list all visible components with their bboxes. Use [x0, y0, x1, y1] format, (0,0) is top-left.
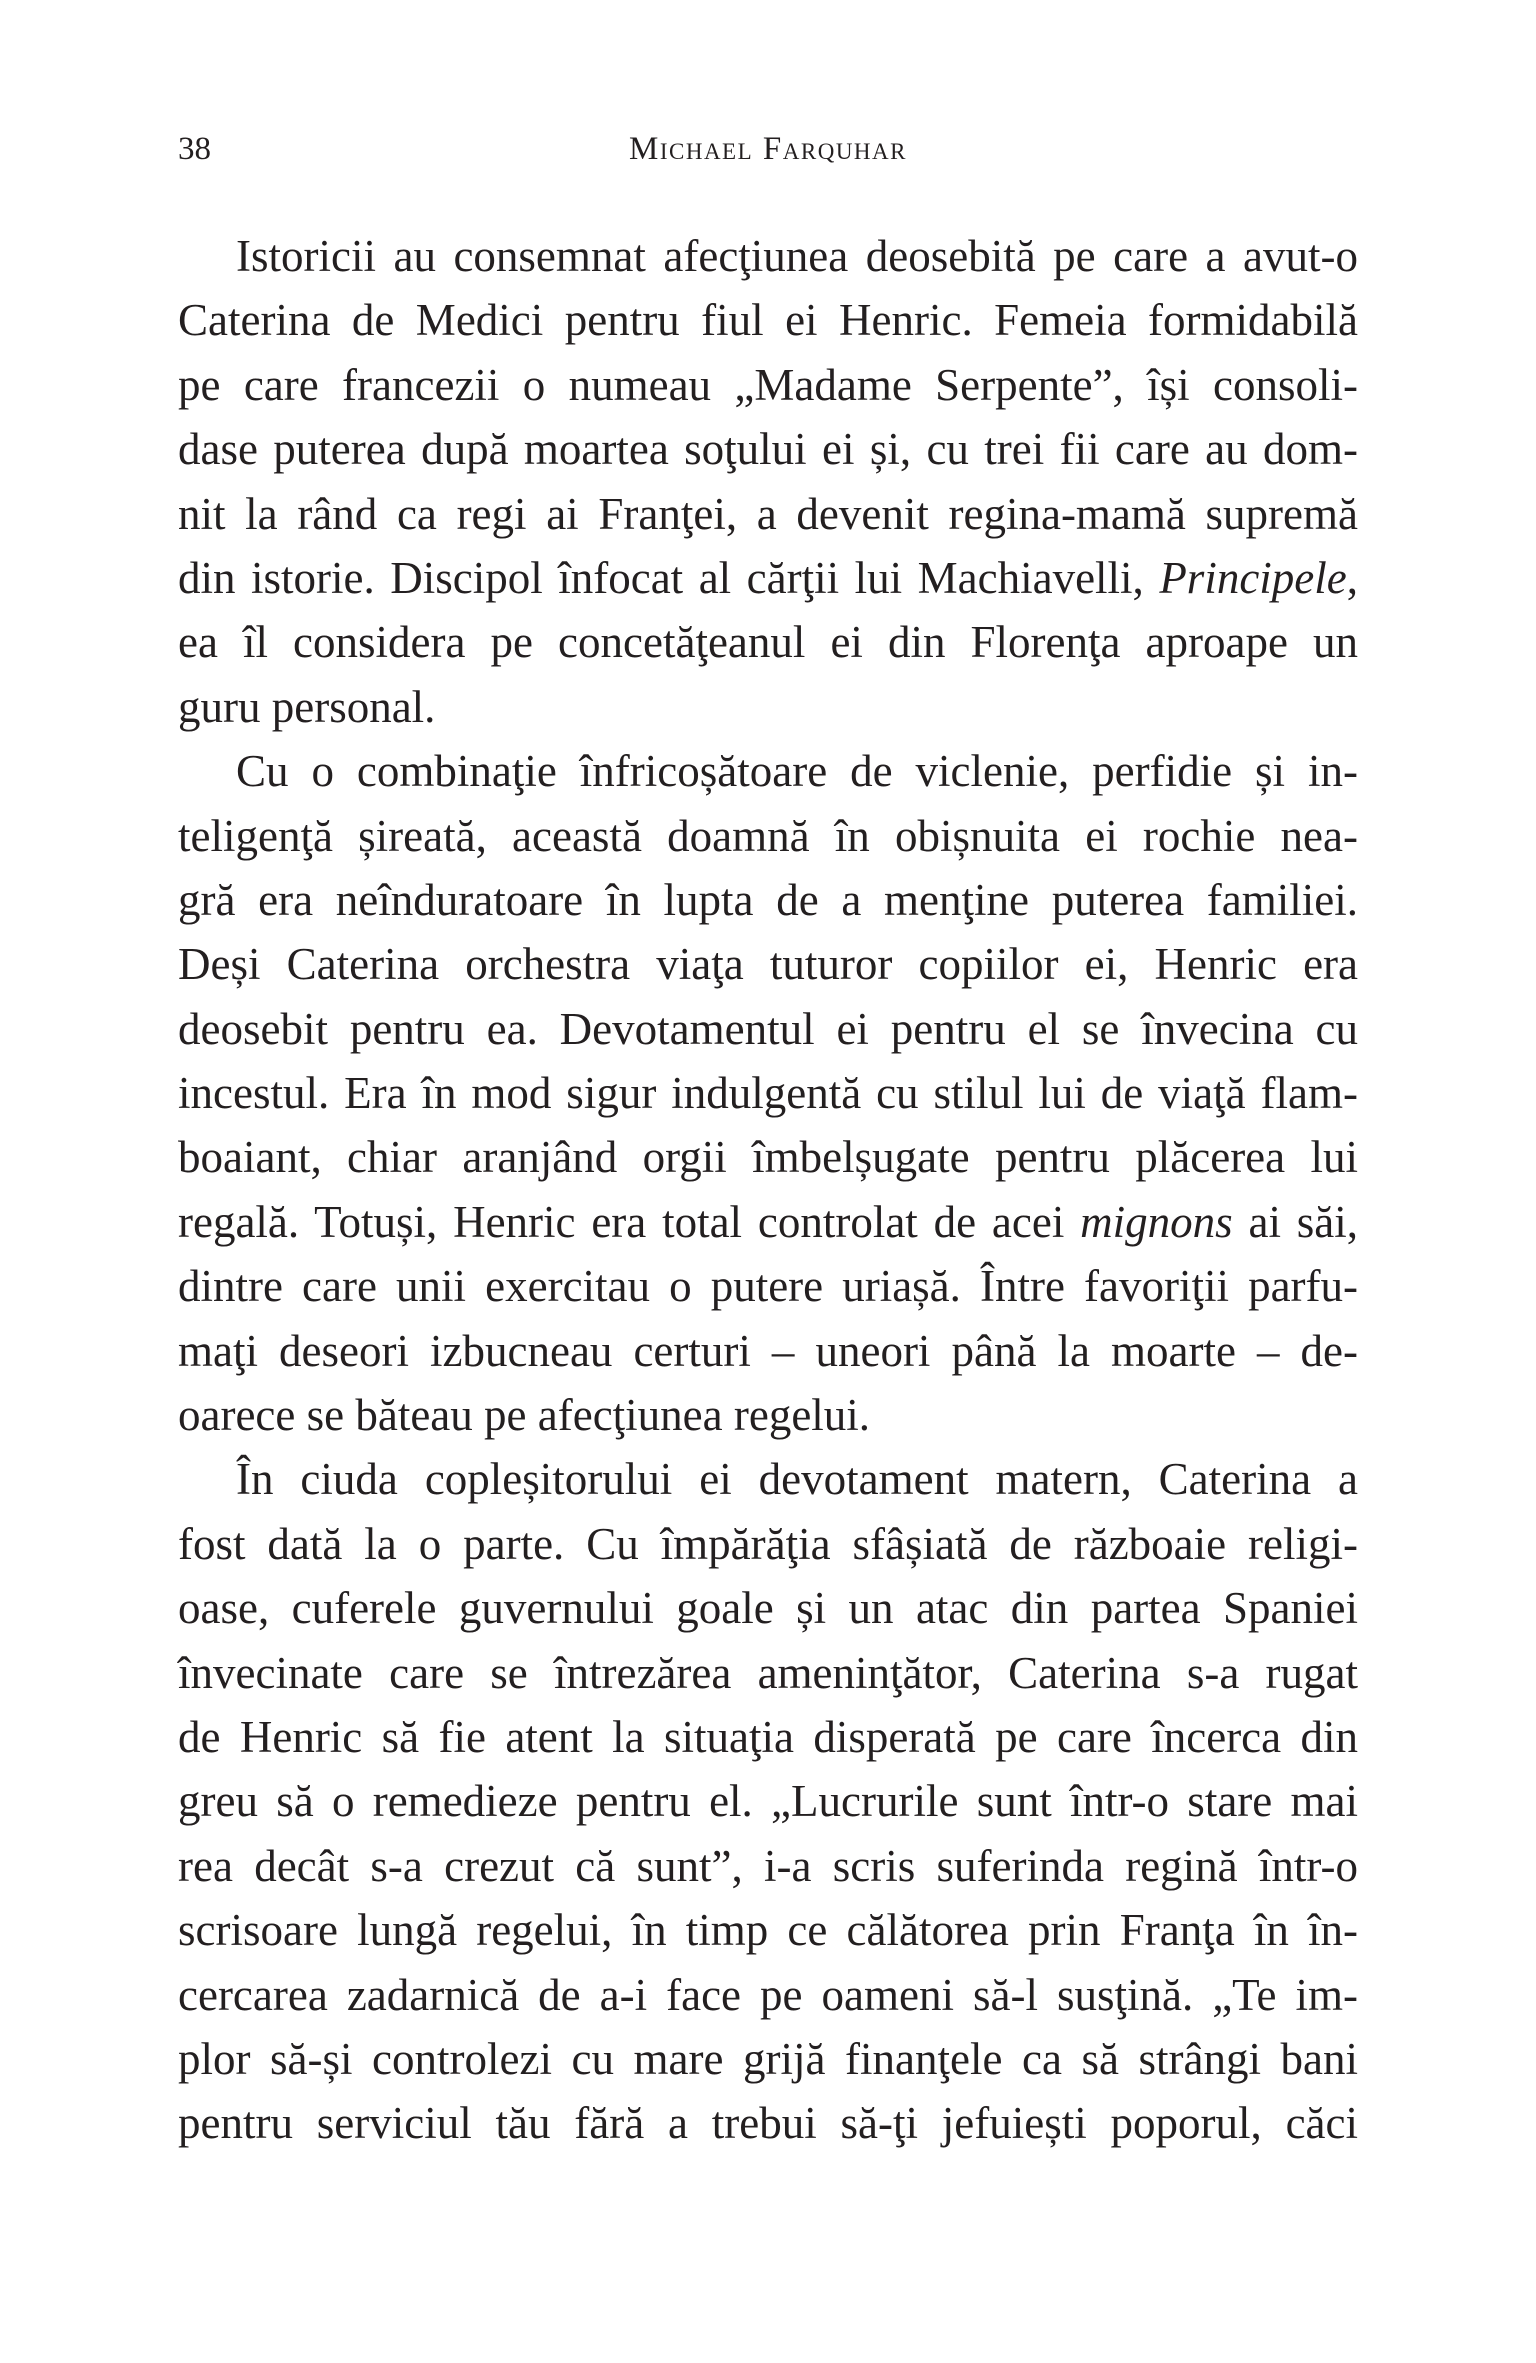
text-line: Istoricii au consemnat afecţiunea deosebită pe care a avut-o: [236, 231, 1358, 281]
body-text: [178, 224, 1358, 2156]
text-line: pentru serviciul tău fără a trebui să-ţi jefuiești poporul, căci: [178, 2098, 1358, 2149]
text-line: plor să-și controlezi cu mare grijă finanţele ca să strângi bani: [178, 2033, 1358, 2084]
text-line: În ciuda copleșitorului ei devotament matern, Caterina a: [236, 1454, 1358, 1505]
text-line: pe care francezii o numeau „Madame Serpente”, își consoli-: [178, 359, 1358, 410]
text-line: deosebit pentru ea. Devotamentul ei pentru el se învecina cu: [178, 1003, 1358, 1054]
text-line: gră era neînduratoare în lupta de a menţine puterea familiei.: [178, 874, 1358, 925]
text-line: teligenţă șireată, această doamnă în obișnuita ei rochie nea-: [178, 810, 1358, 861]
paragraph: [178, 224, 1358, 739]
text-line: regală. Totuși, Henric era total controlat de acei mignons ai săi,: [178, 1196, 1358, 1247]
text-line: oarece se băteau pe afecţiunea regelui.: [178, 1390, 871, 1441]
text-line: greu să o remedieze pentru el. „Lucrurile sunt într-o stare mai: [178, 1776, 1358, 1827]
italic-term: mignons: [1080, 1196, 1233, 1247]
text-line: nit la rând ca regi ai Franţei, a devenit regina-mamă supremă: [178, 488, 1358, 539]
text-line: guru personal.: [178, 681, 436, 732]
text-line: rea decât s-a crezut că sunt”, i-a scris suferinda regină într-o: [178, 1840, 1358, 1891]
text-line: ea îl considera pe concetăţeanul ei din Florenţa aproape un: [178, 617, 1358, 668]
text-line: Deși Caterina orchestra viaţa tuturor copiilor ei, Henric era: [178, 939, 1358, 990]
paragraph: [178, 1447, 1358, 2155]
running-head-author: Michael Farquhar: [629, 131, 907, 167]
text-line: boaiant, chiar aranjând orgii îmbelșugate pentru plăcerea lui: [178, 1132, 1358, 1183]
paragraph: [178, 739, 1358, 1447]
text-line: cercarea zadarnică de a-i face pe oameni să-l susţină. „Te im-: [178, 1969, 1358, 2020]
text-line: Cu o combinaţie înfricoșătoare de viclenie, perfidie și in-: [236, 746, 1358, 797]
text-line: maţi deseori izbucneau certuri – uneori până la moarte – de-: [178, 1325, 1358, 1376]
text-line: scrisoare lungă regelui, în timp ce călătorea prin Franţa în în-: [178, 1905, 1358, 1956]
book-title: Principele: [1159, 552, 1347, 603]
text-line: dintre care unii exercitau o putere uriașă. Între favoriţii parfu-: [178, 1261, 1358, 1312]
page-number: 38: [178, 131, 211, 167]
text-line: oase, cuferele guvernului goale și un atac din partea Spaniei: [178, 1583, 1358, 1634]
text-line: fost dată la o parte. Cu împărăţia sfâșiată de războaie religi-: [178, 1518, 1358, 1569]
text-line: de Henric să fie atent la situaţia disperată pe care încerca din: [178, 1711, 1358, 1762]
running-head: [178, 126, 1358, 172]
text-line: dase puterea după moartea soţului ei și, cu trei fii care au dom-: [178, 424, 1358, 475]
text-line: Caterina de Medici pentru fiul ei Henric. Femeia formidabilă: [178, 295, 1358, 346]
text-line: incestul. Era în mod sigur indulgentă cu stilul lui de viaţă flam-: [178, 1068, 1358, 1119]
text-line: învecinate care se întrezărea ameninţător, Caterina s-a rugat: [178, 1647, 1358, 1698]
text-line: din istorie. Discipol înfocat al cărţii lui Machiavelli, Principele,: [178, 552, 1358, 603]
